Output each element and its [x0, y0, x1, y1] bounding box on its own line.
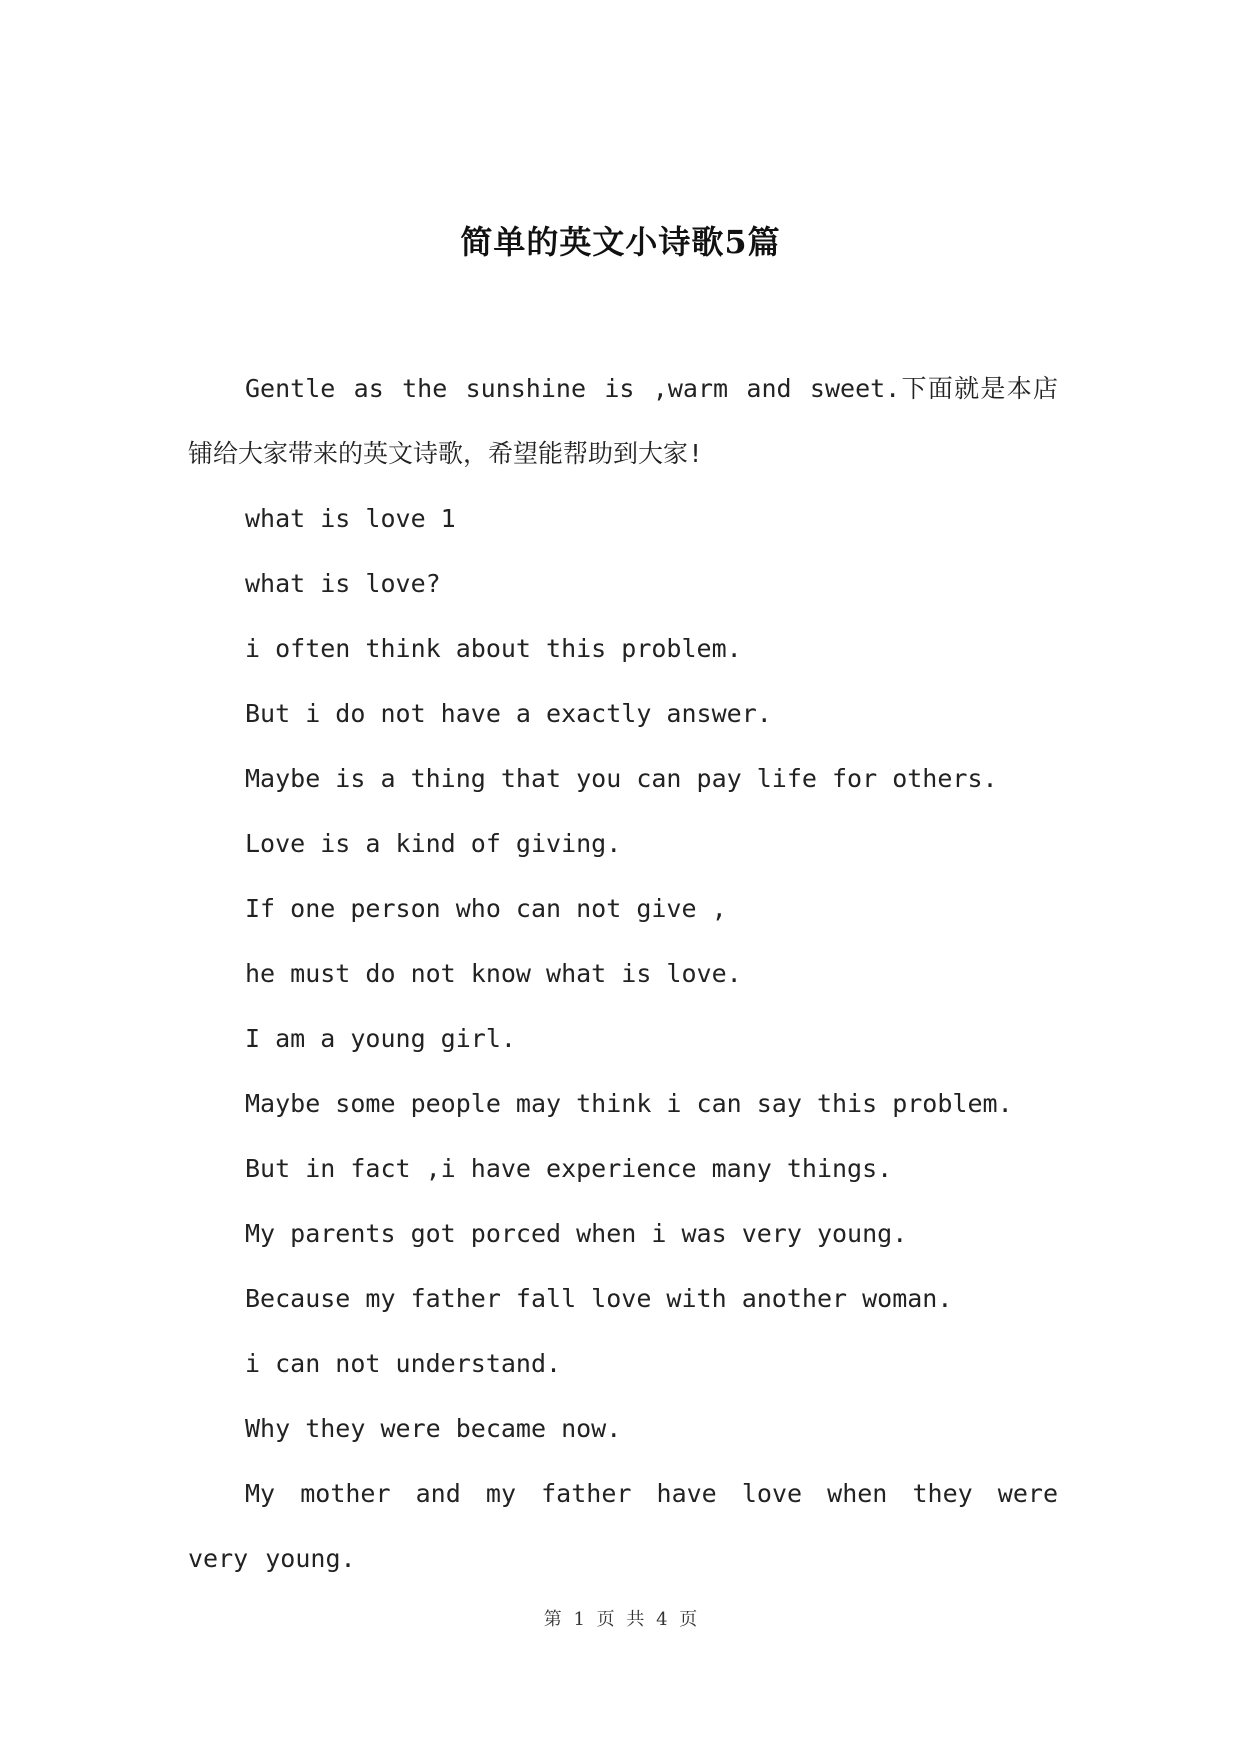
poem-line: Because my father fall love with another woman. [245, 1284, 953, 1313]
poem-line: Love is a kind of giving. [245, 829, 622, 858]
poem-line: Maybe is a thing that you can pay life for others. [245, 764, 998, 793]
poem-line: But i do not have a exactly answer. [245, 699, 772, 728]
intro-paragraph: Gentle as the sunshine is ,warm and sweet.下面就是本店铺给大家带来的英文诗歌，希望能帮助到大家! [188, 374, 1058, 468]
page-number-footer: 第 1 页 共 4 页 [543, 1609, 698, 1630]
poem-line: what is love 1 [245, 504, 456, 533]
poem-line: he must do not know what is love. [245, 959, 742, 988]
document-title: 简单的英文小诗歌5篇 [460, 223, 781, 261]
poem-line: My parents got porced when i was very young. [245, 1219, 908, 1248]
poem-line: But in fact ,i have experience many things. [245, 1154, 893, 1183]
document-body [188, 356, 1058, 1591]
poem-line: what is love? [245, 569, 441, 598]
poem-line: I am a young girl. [245, 1024, 516, 1053]
poem-line: If one person who can not give , [245, 894, 727, 923]
poem-line: Why they were became now. [245, 1414, 622, 1443]
closing-paragraph: My mother and my father have love when they were very young. [188, 1479, 1058, 1573]
poem-line: Maybe some people may think i can say this problem. [245, 1089, 1013, 1118]
poem-line: i often think about this problem. [245, 634, 742, 663]
poem-line: i can not understand. [245, 1349, 562, 1378]
